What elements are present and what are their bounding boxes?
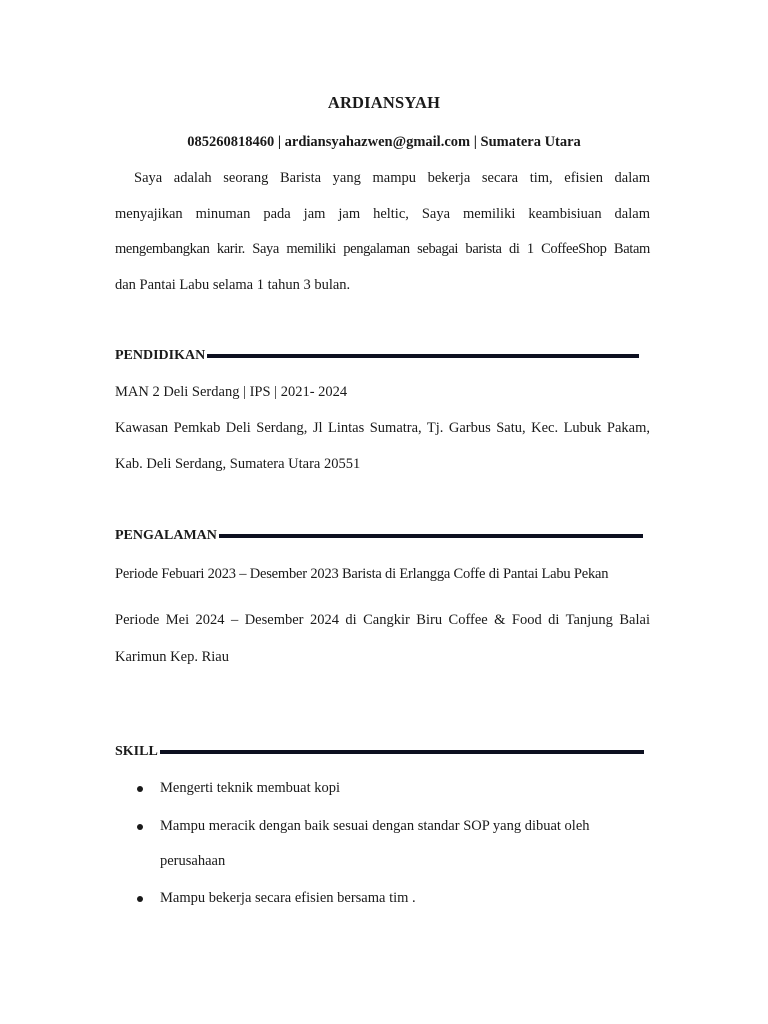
- applicant-name: ARDIANSYAH: [327, 93, 441, 112]
- experience-item-1: Periode Febuari 2023 – Desember 2023 Barista di Erlangga Coffe di Pantai Labu Pekan: [115, 566, 609, 582]
- skill-item-text-continued: perusahaan: [160, 853, 226, 869]
- education-address-line-2: Kab. Deli Serdang, Sumatera Utara 20551: [115, 456, 361, 472]
- bullet-icon: [137, 896, 143, 902]
- section-heading-skill: SKILL: [115, 744, 158, 759]
- section-rule: [160, 750, 644, 754]
- section-heading-pengalaman: PENGALAMAN: [115, 528, 217, 543]
- skill-item-text: Mampu meracik dengan baik sesuai dengan standar SOP yang dibuat oleh: [160, 818, 590, 834]
- experience-item-2-line-1: Periode Mei 2024 – Desember 2024 di Cangkir Biru Coffee & Food di Tanjung Balai: [115, 612, 650, 628]
- summary-line-2: menyajikan minuman pada jam jam heltic, Saya memiliki keambisiuan dalam: [115, 206, 650, 222]
- section-pendidikan: [115, 348, 639, 364]
- education-school: MAN 2 Deli Serdang | IPS | 2021- 2024: [115, 384, 348, 400]
- section-heading-pendidikan: PENDIDIKAN: [115, 348, 206, 363]
- section-rule: [219, 534, 643, 538]
- section-pengalaman: [115, 528, 643, 544]
- summary-line-4: dan Pantai Labu selama 1 tahun 3 bulan.: [115, 277, 351, 293]
- bullet-icon: [137, 786, 143, 792]
- bullet-icon: [137, 824, 143, 830]
- summary-line-3: mengembangkan karir. Saya memiliki pengalaman sebagai barista di 1 CoffeeShop Batam: [115, 241, 650, 257]
- skill-item-text: Mampu bekerja secara efisien bersama tim .: [160, 890, 416, 906]
- section-skill: [115, 744, 644, 760]
- contact-line: 085260818460 | ardiansyahazwen@gmail.com | Sumatera Utara: [187, 134, 581, 150]
- education-address-line-1: Kawasan Pemkab Deli Serdang, Jl Lintas Sumatra, Tj. Garbus Satu, Kec. Lubuk Pakam,: [115, 420, 650, 436]
- skill-item-text: Mengerti teknik membuat kopi: [160, 780, 341, 796]
- summary-line-1: Saya adalah seorang Barista yang mampu bekerja secara tim, efisien dalam: [134, 170, 650, 186]
- section-rule: [207, 354, 639, 358]
- experience-item-2-line-2: Karimun Kep. Riau: [115, 649, 229, 665]
